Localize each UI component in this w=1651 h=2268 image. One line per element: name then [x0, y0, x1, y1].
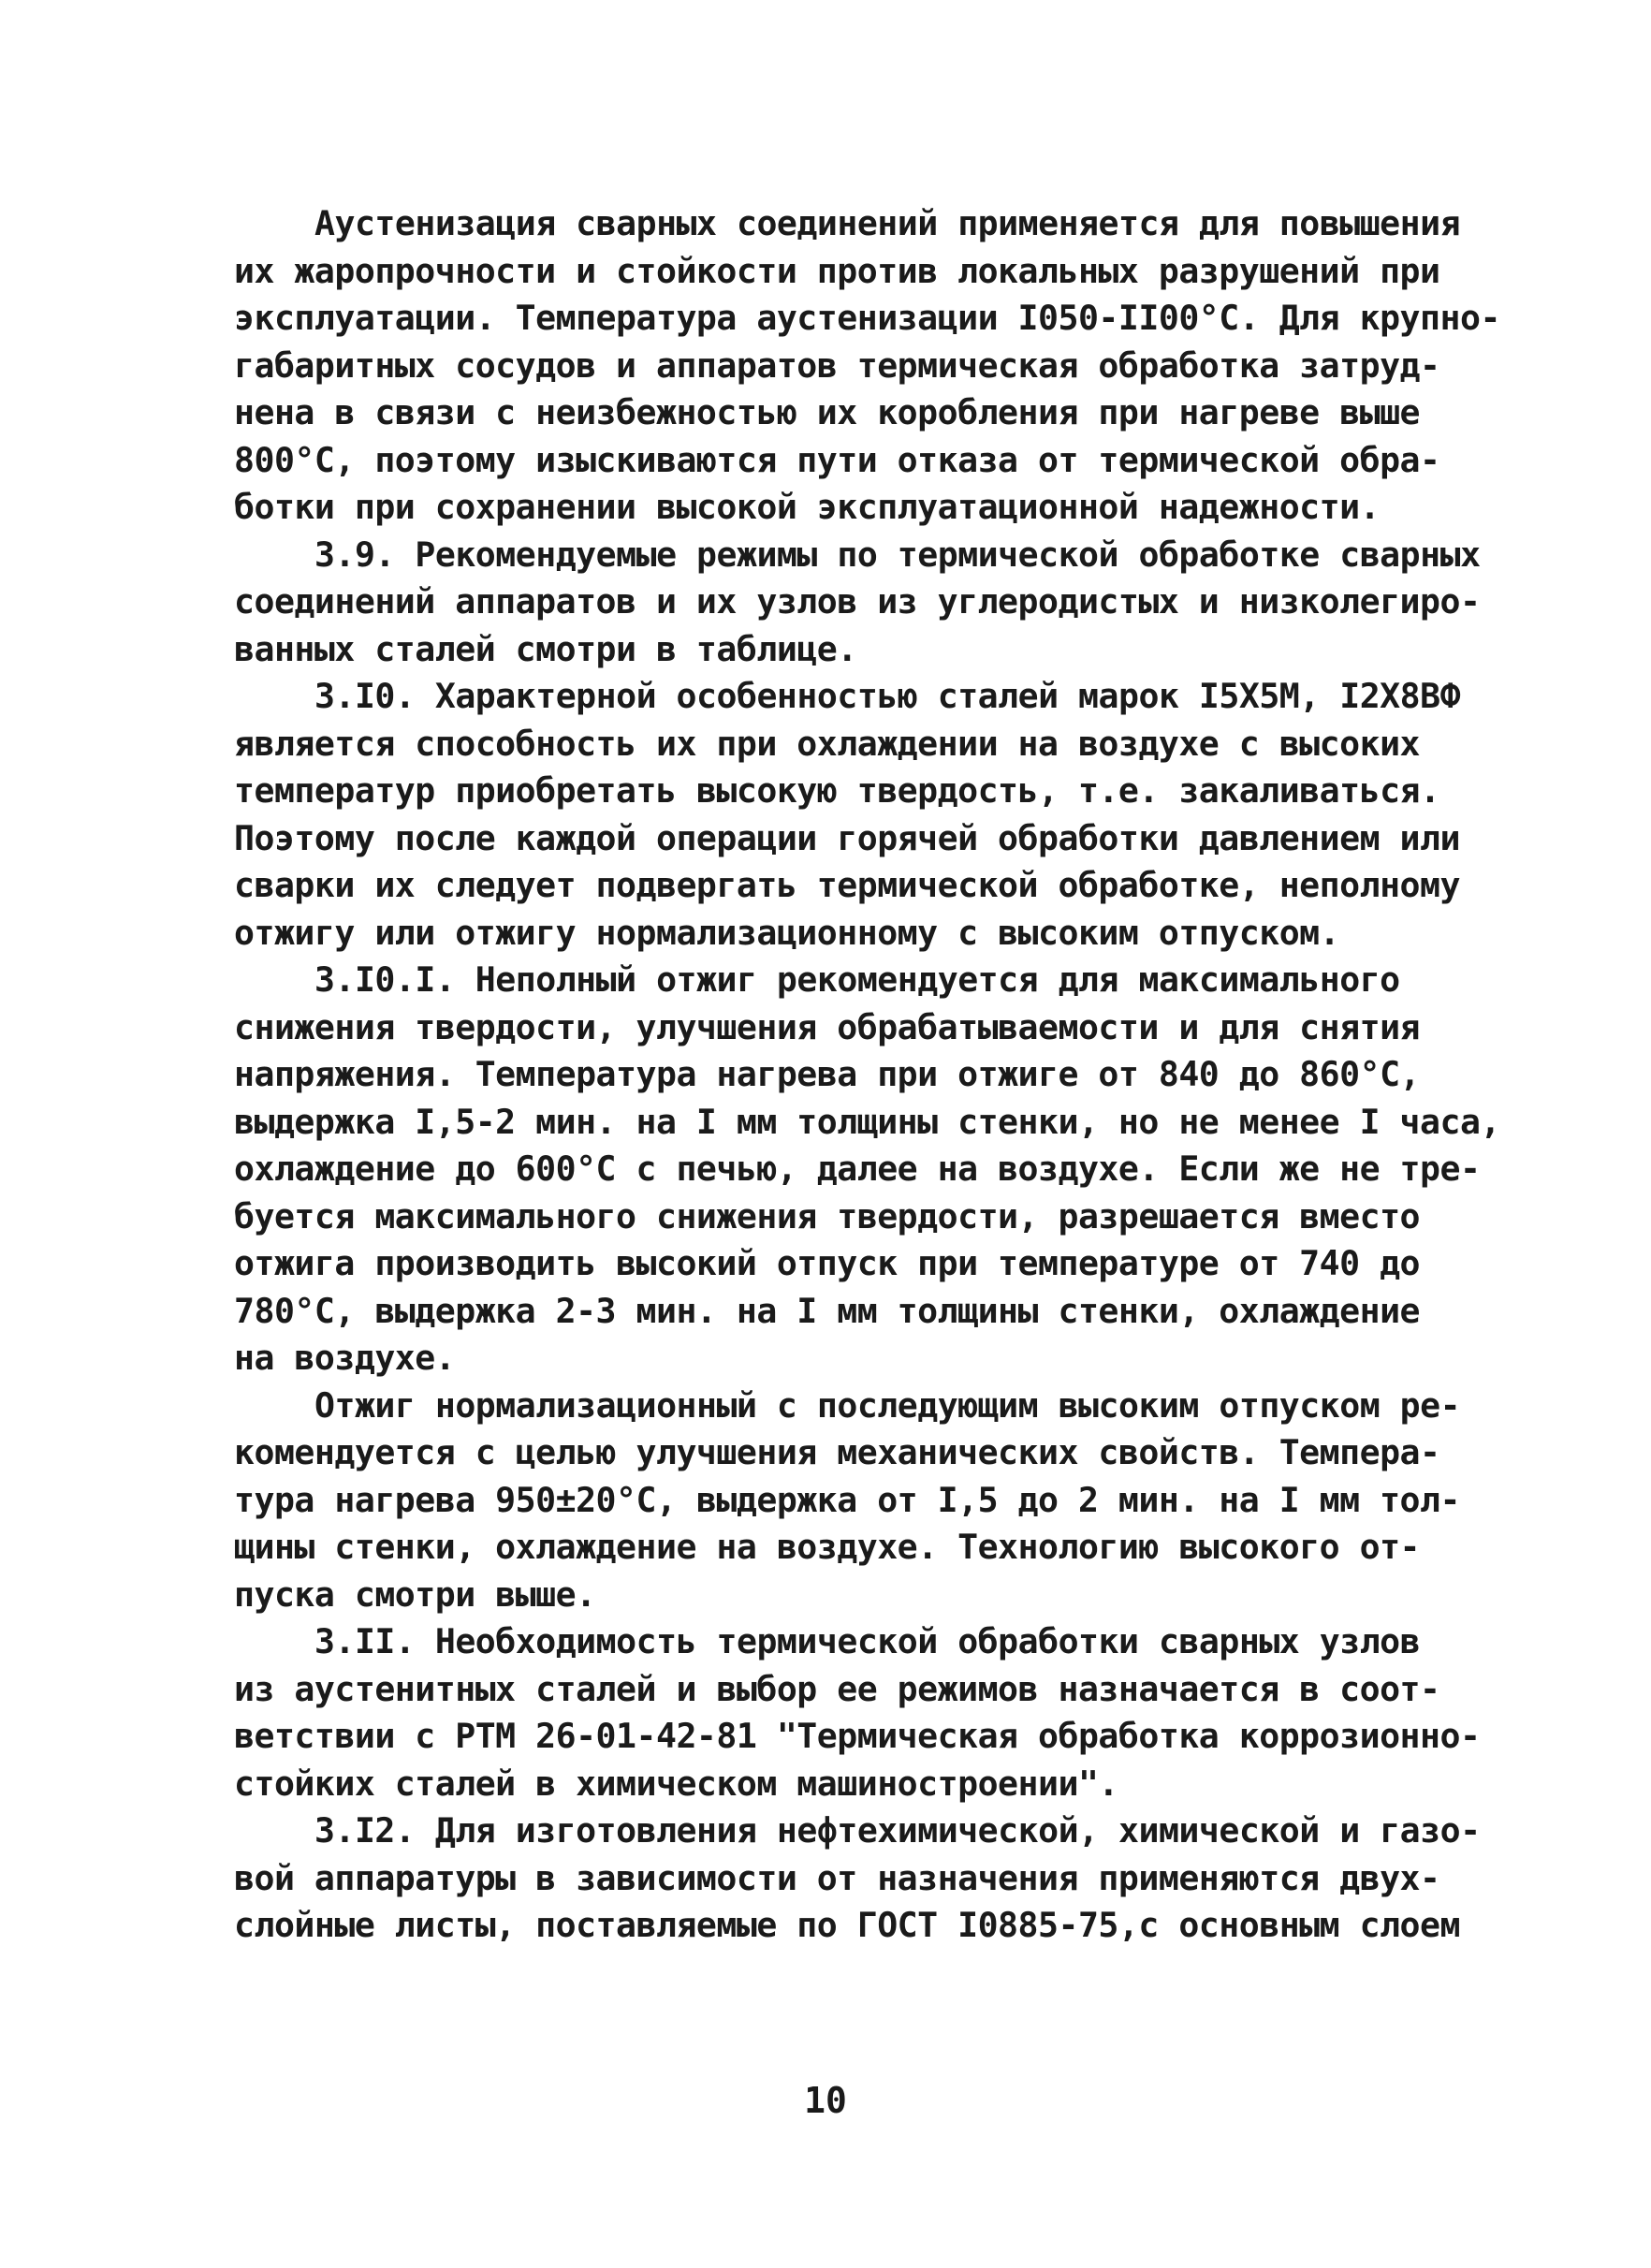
- text-line: 3.I0. Характерной особенностью сталей марок I5X5M, I2X8ВФ: [314, 676, 1461, 716]
- text-line: тура нагрева 950±20°C, выдержка от I,5 до 2 мин. на I мм тол-: [234, 1479, 1460, 1520]
- text-line: вой аппаратуры в зависимости от назначения применяются двух-: [234, 1857, 1440, 1898]
- text-line: пуска смотри выше.: [234, 1573, 596, 1615]
- text-line: стойких сталей в химическом машиностроении".: [234, 1763, 1118, 1804]
- text-line: Аустенизация сварных соединений применяется для повышения: [314, 203, 1461, 243]
- text-line: 780°C, выдержка 2-3 мин. на I мм толщины стенки, охлаждение: [234, 1290, 1421, 1331]
- paragraph-3-9: [234, 532, 1481, 674]
- text-line: температур приобретать высокую твердость, т.е. закаливаться.: [234, 770, 1440, 811]
- text-line: сварки их следует подвергать термической обработке, неполному: [234, 865, 1460, 905]
- text-line: 3.I0.I. Неполный отжиг рекомендуется для максимального: [314, 959, 1400, 1000]
- text-line: буется максимального снижения твердости, разрешается вместо: [234, 1195, 1421, 1236]
- text-line: снижения твердости, улучшения обрабатываемости и для снятия: [234, 1006, 1421, 1047]
- text-line: 3.I2. Для изготовления нефтехимической, химической и газо-: [314, 1810, 1481, 1851]
- text-line: 3.II. Необходимость термической обработки сварных узлов: [314, 1621, 1421, 1661]
- text-line: ванных сталей смотри в таблице.: [234, 628, 857, 669]
- page-number: 10: [804, 2080, 847, 2121]
- paragraph-3-10: [234, 673, 1461, 957]
- text-line: их жаропрочности и стойкости против локальных разрушений при: [234, 250, 1440, 291]
- text-line: охлаждение до 600°C с печью, далее на воздухе. Если же не тре-: [234, 1149, 1481, 1189]
- paragraph-austenization: [234, 200, 1500, 532]
- text-line: является способность их при охлаждении на воздухе с высоких: [234, 723, 1421, 764]
- text-line: ветствии с РТМ 26-01-42-81 "Термическая обработка коррозионно-: [234, 1716, 1481, 1756]
- paragraph-3-11: [234, 1618, 1481, 1807]
- text-line: на воздухе.: [234, 1338, 456, 1378]
- text-line: ботки при сохранении высокой эксплуатационной надежности.: [234, 487, 1381, 527]
- text-line: габаритных сосудов и аппаратов термическая обработка затруд-: [234, 344, 1440, 386]
- text-line: слойные листы, поставляемые по ГОСТ I0885-75,с основным слоем: [234, 1905, 1460, 1945]
- text-line: нена в связи с неизбежностью их коробления при нагреве выше: [234, 392, 1421, 432]
- text-line: 800°C, поэтому изыскиваются пути отказа от термической обра-: [234, 439, 1440, 480]
- text-line: напряжения. Температура нагрева при отжиге от 840 до 860°C,: [234, 1054, 1421, 1094]
- text-line: выдержка I,5-2 мин. на I мм толщины стенки, но не менее I часа,: [234, 1101, 1500, 1142]
- text-line: отжига производить высокий отпуск при температуре от 740 до: [234, 1243, 1421, 1283]
- paragraph-3-10-1: [234, 957, 1500, 1383]
- text-line: комендуется с целью улучшения механических свойств. Темпера-: [234, 1432, 1440, 1472]
- document-body: [234, 200, 1500, 1950]
- text-line: соединений аппаратов и их узлов из углеродистых и низколегиро-: [234, 581, 1481, 622]
- text-line: 3.9. Рекомендуемые режимы по термической обработке сварных: [314, 534, 1481, 575]
- text-line: отжигу или отжигу нормализационному с высоким отпуском.: [234, 912, 1340, 953]
- text-line: щины стенки, охлаждение на воздухе. Технологию высокого от-: [234, 1527, 1421, 1567]
- text-line: из аустенитных сталей и выбор ее режимов назначается в соот-: [234, 1668, 1440, 1709]
- text-line: Поэтому после каждой операции горячей обработки давлением или: [234, 817, 1460, 858]
- text-line: эксплуатации. Температура аустенизации I050-II00°C. Для крупно-: [234, 298, 1500, 338]
- paragraph-normalization: [234, 1383, 1461, 1619]
- paragraph-3-12: [234, 1807, 1481, 1950]
- text-line: Отжиг нормализационный с последующим высоким отпуском ре-: [314, 1384, 1461, 1426]
